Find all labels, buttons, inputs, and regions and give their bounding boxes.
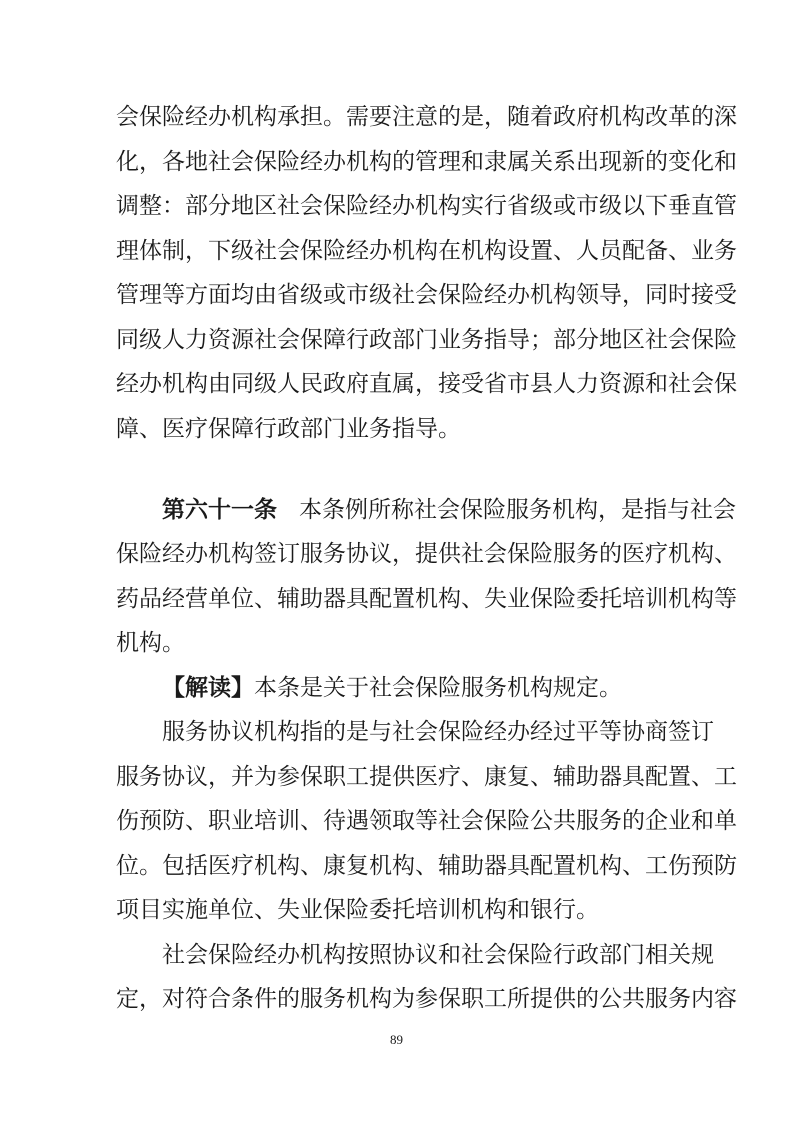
interpretation-line [162, 674, 696, 702]
article-text: 本条例所称社会保险服务机构，是指与社会 [299, 496, 736, 523]
text-line: 定，对符合条件的服务机构为参保职工所提供的公共服务内容 [116, 986, 737, 1012]
text-line: 社会保险经办机构按照协议和社会保险行政部门相关规 [162, 941, 714, 968]
text-line: 药品经营单位、辅助器具配置机构、失业保险委托培训机构等 [116, 585, 737, 612]
text-line: 项目实施单位、失业保险委托培训机构和银行。 [116, 897, 599, 923]
page-number: 89 [390, 1032, 403, 1047]
article-first-line [162, 495, 736, 524]
text-line: 理体制，下级社会保险经办机构在机构设置、人员配备、业务 [116, 237, 737, 264]
text-line: 伤预防、职业培训、待遇领取等社会保险公共服务的企业和单 [116, 808, 737, 834]
text-line: 保险经办机构签订服务协议，提供社会保险服务的医疗机构、 [116, 541, 737, 567]
text-line: 服务协议，并为参保职工提供医疗、康复、辅助器具配置、工 [116, 763, 737, 790]
interpretation-text: 本条是关于社会保险服务机构规定。 [254, 674, 622, 701]
interpretation-label: 【解读】 [162, 673, 254, 701]
article-title: 第六十一条 [162, 495, 277, 523]
text-line: 机构。 [116, 630, 185, 656]
text-line: 调整：部分地区社会保险经办机构实行省级或市级以下垂直管 [116, 193, 737, 219]
text-line: 同级人力资源社会保障行政部门业务指导；部分地区社会保险 [116, 326, 737, 353]
text-line: 位。包括医疗机构、康复机构、辅助器具配置机构、工伤预防 [116, 852, 737, 879]
text-line: 经办机构由同级人民政府直属，接受省市县人力资源和社会保 [116, 371, 737, 397]
text-line: 管理等方面均由省级或市级社会保险经办机构领导，同时接受 [116, 282, 737, 308]
text-line: 会保险经办机构承担。需要注意的是，随着政府机构改革的深 [116, 104, 737, 130]
text-line: 障、医疗保障行政部门业务指导。 [116, 415, 461, 442]
text-line: 化，各地社会保险经办机构的管理和隶属关系出现新的变化和 [116, 148, 737, 175]
text-line: 服务协议机构指的是与社会保险经办经过平等协商签订 [162, 719, 714, 745]
